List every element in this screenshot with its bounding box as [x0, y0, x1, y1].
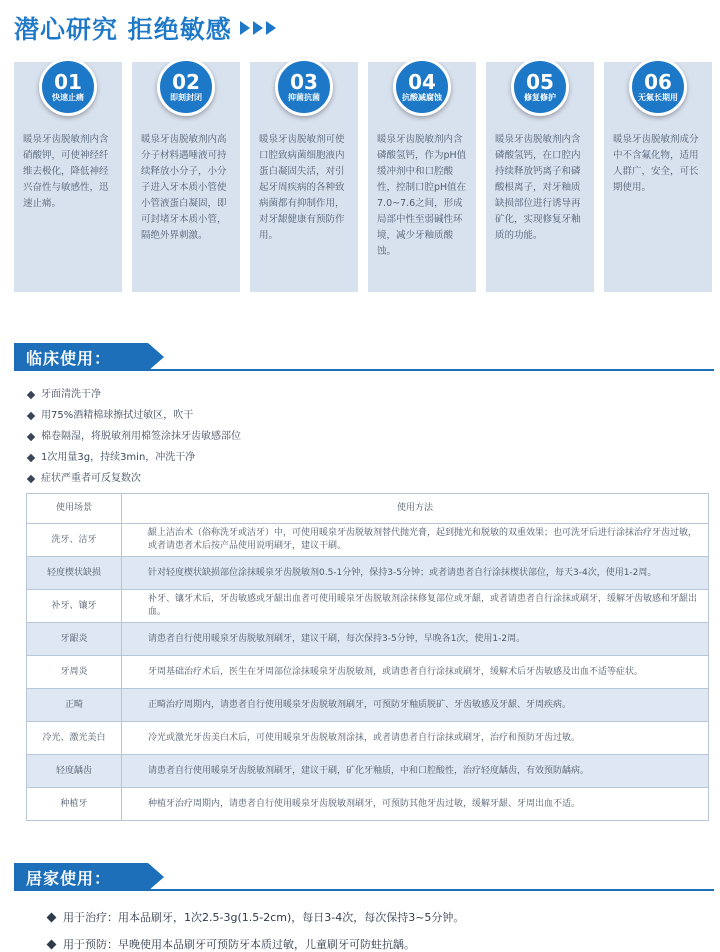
feature-description: 暖泉牙齿脱敏剂内含磷酸氢钙，在口腔内持续释放钙离子和磷酸根离子，对牙釉质缺损部位进行诱导再矿化，实现修复牙釉质的功能。: [495, 134, 581, 241]
table-cell-method: 龈上洁治术（俗称洗牙或洁牙）中，可使用暖泉牙齿脱敏剂替代抛光膏，起到抛光和脱敏的双重效果；也可洗牙后进行涂抹治疗牙齿过敏，或者请患者术后按产品使用说明刷牙，建议干刷。: [122, 524, 709, 557]
list-item: 用于治疗：用本品刷牙，1次2.5-3g(1.5-2cm)，每日3-4次，每次保持3~5分钟。: [48, 904, 708, 931]
bullet-diamond-icon: [47, 913, 57, 923]
feature-title: 无氟长期用: [638, 93, 678, 102]
table-cell-method: 针对轻度楔状缺损部位涂抹暖泉牙齿脱敏剂0.5-1分钟，保持3-5分钟；或者请患者自行涂抹楔状部位，每天3-4次，使用1-2周。: [122, 557, 709, 590]
feature-number: 06: [644, 70, 672, 94]
feature-card: [368, 62, 476, 292]
bullet-diamond-icon: [27, 474, 35, 482]
table-cell-scene: 轻度龋齿: [27, 755, 122, 788]
feature-number: 04: [408, 70, 436, 94]
feature-card: [132, 62, 240, 292]
feature-title: 抗酸减腐蚀: [402, 93, 442, 102]
usage-table: [26, 493, 709, 821]
column-header-method: 使用方法: [122, 494, 709, 524]
table-cell-scene: 冷光、激光美白: [27, 722, 122, 755]
table-cell-method: 请患者自行使用暖泉牙齿脱敏剂刷牙，建议干刷，矿化牙釉质，中和口腔酸性，治疗轻度龋齿，有效预防龋病。: [122, 755, 709, 788]
table-row: [27, 656, 709, 689]
table-cell-scene: 正畸: [27, 689, 122, 722]
feature-number: 03: [290, 70, 318, 94]
table-cell-method: 正畸治疗周期内，请患者自行使用暖泉牙齿脱敏剂刷牙，可预防牙釉质脱矿、牙齿敏感及牙龈、牙周疾病。: [122, 689, 709, 722]
page-headline: [14, 8, 276, 48]
table-cell-scene: 补牙、镶牙: [27, 590, 122, 623]
home-heading: 居家使用：: [14, 863, 148, 891]
table-row: [27, 623, 709, 656]
section-divider: [14, 889, 714, 891]
feature-badge: [275, 58, 333, 116]
table-cell-method: 种植牙治疗周期内，请患者自行使用暖泉牙齿脱敏剂刷牙，可预防其他牙齿过敏，缓解牙龈、牙周出血不适。: [122, 788, 709, 821]
bullet-diamond-icon: [27, 390, 35, 398]
bullet-diamond-icon: [27, 453, 35, 461]
list-item: 用75%酒精棉球擦拭过敏区，吹干: [28, 405, 678, 426]
feature-title: 快速止痛: [52, 93, 84, 102]
feature-number: 02: [172, 70, 200, 94]
feature-number: 05: [526, 70, 554, 94]
table-cell-method: 补牙、镶牙术后，牙齿敏感或牙龈出血者可使用暖泉牙齿脱敏剂涂抹修复部位或牙龈，或者请患者自行涂抹或刷牙，缓解牙齿敏感和牙龈出血。: [122, 590, 709, 623]
list-item: 症状严重者可反复数次: [28, 468, 678, 489]
feature-description: 暖泉牙齿脱敏剂内含硝酸钾，可使神经纤维去极化，降低神经兴奋性与敏感性，迅速止痛。: [23, 134, 109, 209]
bullet-diamond-icon: [27, 411, 35, 419]
feature-title: 即刻封闭: [170, 93, 202, 102]
feature-number: 01: [54, 70, 82, 94]
feature-title: 修复修护: [524, 93, 556, 102]
feature-badge: [393, 58, 451, 116]
arrow-right-icon: [253, 21, 263, 35]
list-item: 用于预防：早晚使用本品刷牙可预防牙本质过敏，儿童刷牙可防蛀抗龋。: [48, 931, 708, 952]
headline-text: 潜心研究 拒绝敏感: [14, 15, 232, 44]
feature-badge: [157, 58, 215, 116]
bullet-diamond-icon: [27, 432, 35, 440]
feature-cards: [14, 62, 714, 292]
section-divider: [14, 369, 714, 371]
table-cell-method: 冷光或激光牙齿美白术后，可使用暖泉牙齿脱敏剂涂抹，或者请患者自行涂抹或刷牙，治疗和预防牙齿过敏。: [122, 722, 709, 755]
table-header-row: [27, 494, 709, 524]
feature-badge: [629, 58, 687, 116]
arrow-right-icon: [240, 21, 250, 35]
clinical-heading: 临床使用：: [14, 343, 148, 371]
feature-description: 暖泉牙齿脱敏剂内高分子材料遇唾液可持续释放小分子，小分子进入牙本质小管使小管液蛋白凝固，即可封堵牙本质小管，隔绝外界刺激。: [141, 134, 227, 241]
list-item: 棉卷隔湿，将脱敏剂用棉签涂抹牙齿敏感部位: [28, 426, 678, 447]
feature-badge: [511, 58, 569, 116]
table-row: [27, 755, 709, 788]
table-cell-scene: 种植牙: [27, 788, 122, 821]
feature-description: 暖泉牙齿脱敏剂成分中不含氟化物，适用人群广，安全，可长期使用。: [613, 134, 699, 193]
table-row: [27, 557, 709, 590]
table-row: [27, 722, 709, 755]
table-cell-scene: 轻度楔状缺损: [27, 557, 122, 590]
arrow-right-icon: [266, 21, 276, 35]
list-item: 1次用量3g，持续3min，冲洗干净: [28, 447, 678, 468]
table-cell-scene: 洗牙、洁牙: [27, 524, 122, 557]
home-usage-list: [48, 904, 708, 952]
table-row: [27, 788, 709, 821]
feature-badge: [39, 58, 97, 116]
table-cell-scene: 牙周炎: [27, 656, 122, 689]
clinical-steps: [28, 384, 678, 489]
bullet-diamond-icon: [47, 940, 57, 950]
list-item: 牙面清洗干净: [28, 384, 678, 405]
table-row: [27, 590, 709, 623]
column-header-scene: 使用场景: [27, 494, 122, 524]
feature-card: [14, 62, 122, 292]
table-row: [27, 689, 709, 722]
table-cell-method: 请患者自行使用暖泉牙齿脱敏剂刷牙，建议干刷，每次保持3-5分钟，早晚各1次，使用1-2周。: [122, 623, 709, 656]
table-row: [27, 524, 709, 557]
feature-title: 抑菌抗菌: [288, 93, 320, 102]
feature-description: 暖泉牙齿脱敏剂内含磷酸氢钙，作为pH值缓冲剂中和口腔酸性，控制口腔pH值在7.0~7.6之间，形成局部中性至弱碱性环境，减少牙釉质酸蚀。: [377, 134, 467, 257]
arrow-icons: [240, 21, 276, 35]
feature-card: [486, 62, 594, 292]
feature-card: [604, 62, 712, 292]
table-cell-scene: 牙龈炎: [27, 623, 122, 656]
feature-description: 暖泉牙齿脱敏剂可使口腔致病菌细胞液内蛋白凝固失活，对引起牙周疾病的各种致病菌都有抑制作用，对牙龈健康有预防作用。: [259, 134, 345, 241]
table-cell-method: 牙周基础治疗术后，医生在牙周部位涂抹暖泉牙齿脱敏剂，或请患者自行涂抹或刷牙，缓解术后牙齿敏感及出血不适等症状。: [122, 656, 709, 689]
feature-card: [250, 62, 358, 292]
